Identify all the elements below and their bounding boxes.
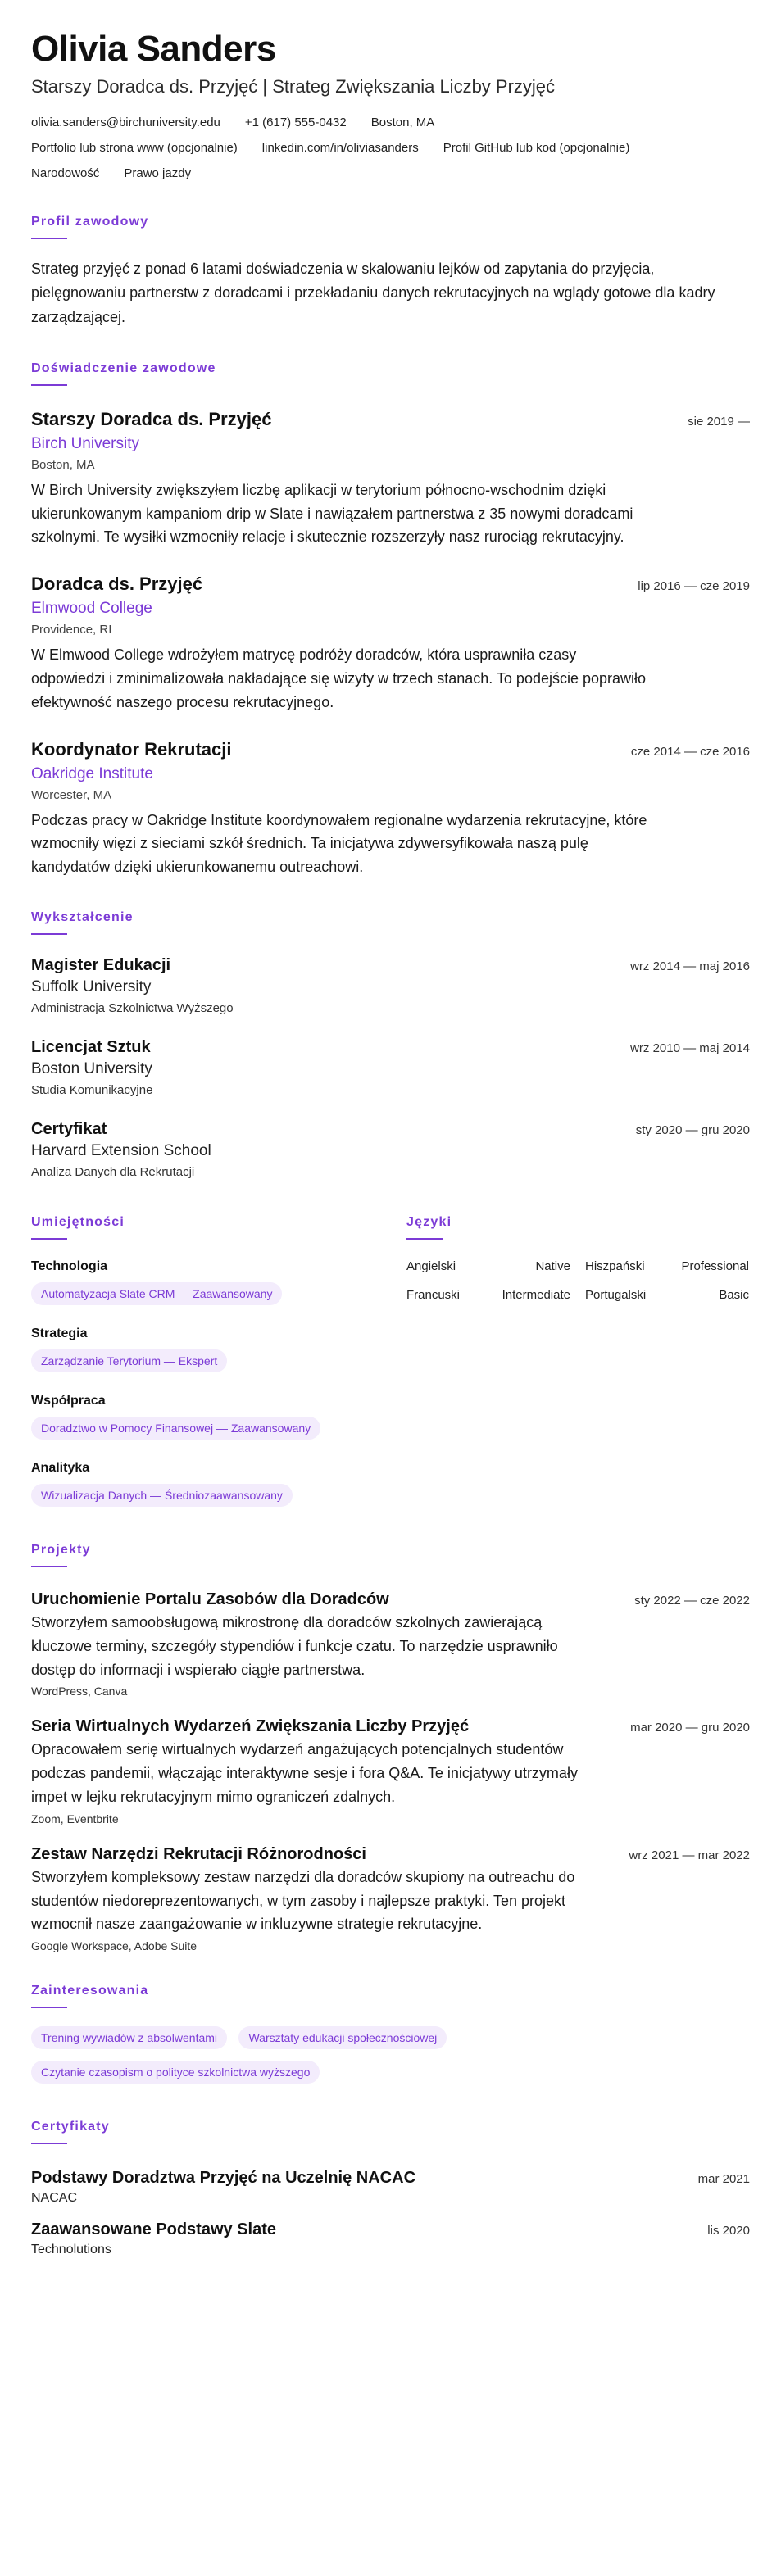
experience-section bbox=[31, 361, 750, 879]
certificate-date: lis 2020 bbox=[707, 2224, 750, 2238]
language-level: Basic bbox=[719, 1288, 749, 1303]
job-title: Starszy Doradca ds. Przyjęć bbox=[31, 408, 272, 429]
skill-category: Analityka bbox=[31, 1461, 90, 1476]
certificate-issuer: NACAC bbox=[31, 2191, 78, 2206]
candidate-headline: Starszy Doradca ds. Przyjęć | Strateg Zwiększania Liczby Przyjęć bbox=[31, 75, 556, 97]
language-item bbox=[585, 1259, 749, 1273]
section-divider bbox=[31, 1238, 67, 1240]
certificate-title: Podstawy Doradztwa Przyjęć na Uczelnię NACAC bbox=[31, 2169, 416, 2188]
school-name: Harvard Extension School bbox=[31, 1142, 211, 1160]
degree-title: Certyfikat bbox=[31, 1120, 107, 1139]
languages-grid bbox=[406, 1259, 749, 1302]
job-location: Providence, RI bbox=[31, 623, 112, 637]
contact-row-primary bbox=[31, 116, 750, 129]
section-divider bbox=[31, 238, 67, 239]
language-item bbox=[585, 1288, 749, 1302]
education-entry bbox=[31, 956, 750, 1015]
section-title-languages: Języki bbox=[406, 1215, 452, 1230]
job-date: cze 2014 — cze 2016 bbox=[630, 744, 750, 759]
project-entry bbox=[31, 1717, 750, 1825]
skill-chip: Doradztwo w Pomocy Finansowej — Zaawansowany bbox=[31, 1417, 320, 1440]
certificates-section bbox=[31, 2120, 750, 2257]
job-title: Doradca ds. Przyjęć bbox=[31, 574, 203, 595]
job-description: Podczas pracy w Oakridge Institute koordynowałem regionalne wydarzenia rekrutacyjne, które wzmocniły więzi z sieciami szkół średnich. Ta inicjatywa zdywersyfikowała naszą pulę kandydatów dzięki ukierunkowanemu outreachowi. bbox=[31, 811, 647, 876]
project-entry bbox=[31, 1845, 750, 1952]
company-name: Birch University bbox=[31, 434, 139, 452]
project-tech: Google Workspace, Adobe Suite bbox=[31, 1939, 198, 1953]
section-divider bbox=[31, 933, 67, 935]
education-date: wrz 2010 — maj 2014 bbox=[630, 1041, 750, 1056]
project-tech: WordPress, Canva bbox=[31, 1685, 128, 1698]
certificate-date: mar 2021 bbox=[697, 2172, 750, 2187]
job-date: lip 2016 — cze 2019 bbox=[638, 579, 750, 594]
interest-chip: Warsztaty edukacji społecznościowej bbox=[238, 2026, 447, 2049]
job-description: W Birch University zwiększyłem liczbę aplikacji w terytorium północno-wschodnim dzięki ukierunkowanym kampaniom drip w Slate i nawiązałem partnerstwa z 35 nowymi doradcami szkolnymi. Te wysiłki wzmocniły relacje i skutecznie rozszerzyły nasz rurociąg rekrutacyjny. bbox=[31, 481, 633, 546]
education-date: sty 2020 — gru 2020 bbox=[635, 1123, 750, 1138]
portfolio-link[interactable]: Portfolio lub strona www (opcjonalnie) bbox=[31, 140, 238, 155]
skills-languages-row bbox=[31, 1215, 750, 1528]
certificate-title: Zaawansowane Podstawy Slate bbox=[31, 2220, 276, 2239]
driving-license-field: Prawo jazdy bbox=[124, 166, 192, 180]
skills-section bbox=[31, 1215, 357, 1528]
location-text: Boston, MA bbox=[370, 115, 435, 129]
job-location: Boston, MA bbox=[31, 457, 95, 472]
interest-chip: Czytanie czasopism o polityce szkolnictwa wyższego bbox=[31, 2061, 320, 2084]
section-title-experience: Doświadczenie zawodowe bbox=[31, 361, 216, 375]
skill-chip: Automatyzacja Slate CRM — Zaawansowany bbox=[31, 1282, 282, 1305]
job-description: W Elmwood College wdrożyłem matrycę podróży doradców, która usprawniła czasy odpowiedzi i zminimalizowała nakładające się wizyty w trzech stanach. To podejście poprawiło efektywność naszego procesu rekrutacyjnego. bbox=[31, 646, 647, 710]
degree-title: Licencjat Sztuk bbox=[31, 1038, 151, 1057]
language-level: Professional bbox=[681, 1259, 749, 1274]
project-date: mar 2020 — gru 2020 bbox=[630, 1721, 750, 1735]
language-item bbox=[406, 1259, 570, 1273]
field-of-study: Administracja Szkolnictwa Wyższego bbox=[31, 1001, 234, 1016]
company-name: Elmwood College bbox=[31, 600, 152, 618]
school-name: Boston University bbox=[31, 1060, 152, 1078]
project-title: Zestaw Narzędzi Rekrutacji Różnorodności bbox=[31, 1844, 366, 1863]
experience-entry bbox=[31, 574, 750, 714]
experience-entry bbox=[31, 739, 750, 879]
certificate-entry bbox=[31, 2220, 750, 2257]
language-level: Intermediate bbox=[502, 1288, 570, 1303]
certificate-entry bbox=[31, 2169, 750, 2206]
profile-summary: Strateg przyjęć z ponad 6 latami doświadczenia w skalowaniu lejków od zapytania do przyjęcia, pielęgnowaniu partnerstw z doradcami i przekładaniu danych rekrutacyjnych na wglądy gotowe dla kadry zarządzającej. bbox=[31, 260, 715, 326]
interest-chip: Trening wywiadów z absolwentami bbox=[31, 2026, 227, 2049]
language-name: Hiszpański bbox=[585, 1259, 645, 1274]
project-title: Seria Wirtualnych Wydarzeń Zwiększania Liczby Przyjęć bbox=[31, 1717, 470, 1736]
contact-row-extra bbox=[31, 166, 750, 180]
section-divider bbox=[31, 2007, 67, 2008]
email-link[interactable]: olivia.sanders@birchuniversity.edu bbox=[31, 115, 220, 129]
school-name: Suffolk University bbox=[31, 978, 152, 996]
language-name: Portugalski bbox=[585, 1288, 647, 1303]
section-title-certificates: Certyfikaty bbox=[31, 2120, 110, 2134]
education-date: wrz 2014 — maj 2016 bbox=[630, 959, 750, 974]
job-title: Koordynator Rekrutacji bbox=[31, 738, 232, 760]
skill-chip: Zarządzanie Terytorium — Ekspert bbox=[31, 1349, 227, 1372]
language-name: Angielski bbox=[406, 1259, 456, 1274]
project-date: wrz 2021 — mar 2022 bbox=[629, 1848, 750, 1862]
profile-section bbox=[31, 215, 750, 330]
section-title-projects: Projekty bbox=[31, 1543, 91, 1558]
project-tech: Zoom, Eventbrite bbox=[31, 1812, 119, 1825]
project-entry bbox=[31, 1590, 750, 1698]
section-title-profile: Profil zawodowy bbox=[31, 214, 149, 229]
skill-chip: Wizualizacja Danych — Średniozaawansowany bbox=[31, 1484, 293, 1507]
certificate-issuer: Technolutions bbox=[31, 2243, 111, 2257]
candidate-name: Olivia Sanders bbox=[31, 29, 276, 69]
project-description: Stworzyłem kompleksowy zestaw narzędzi dla doradców skupiony na outreachu do studentów niedoreprezentowanych, w tym zasoby i najlepsze praktyki. Ten projekt wzmocnił nasze zaangażowanie w inkluzywne strategie rekrutacyjne. bbox=[31, 1868, 575, 1933]
skill-category: Technologia bbox=[31, 1259, 108, 1274]
nationality-field: Narodowość bbox=[31, 166, 100, 180]
interests-chips bbox=[31, 2026, 539, 2095]
degree-title: Magister Edukacji bbox=[31, 956, 171, 975]
project-description: Opracowałem serię wirtualnych wydarzeń angażujących potencjalnych studentów podczas pandemii, włączając interaktywne sesje i fora Q&A. Te inicjatywy utrzymały impet w lejku rekrutacyjnym mimo ograniczeń zdalnych. bbox=[31, 1741, 578, 1806]
skill-category: Strategia bbox=[31, 1327, 88, 1341]
interests-section bbox=[31, 1984, 750, 2095]
field-of-study: Studia Komunikacyjne bbox=[31, 1083, 153, 1098]
section-divider bbox=[31, 1566, 67, 1567]
language-name: Francuski bbox=[406, 1288, 461, 1303]
project-description: Stworzyłem samoobsługową mikrostronę dla doradców szkolnych zawierającą kluczowe terminy, szczegóły stypendiów i funkcje czatu. To narzędzie usprawniło dostęp do informacji i wspierało ciągłe partnerstwa. bbox=[31, 1614, 558, 1678]
section-title-interests: Zainteresowania bbox=[31, 1984, 149, 1998]
skill-category: Współpraca bbox=[31, 1394, 106, 1408]
field-of-study: Analiza Danych dla Rekrutacji bbox=[31, 1165, 195, 1180]
education-entry bbox=[31, 1038, 750, 1097]
experience-entry bbox=[31, 409, 750, 549]
phone-number[interactable]: +1 (617) 555-0432 bbox=[244, 115, 347, 129]
project-date: sty 2022 — cze 2022 bbox=[634, 1594, 750, 1608]
section-title-education: Wykształcenie bbox=[31, 910, 134, 925]
section-divider bbox=[31, 384, 67, 386]
linkedin-link[interactable]: linkedin.com/in/oliviasanders bbox=[261, 140, 419, 155]
projects-section bbox=[31, 1543, 750, 1952]
education-section bbox=[31, 910, 750, 1179]
job-location: Worcester, MA bbox=[31, 787, 112, 802]
project-title: Uruchomienie Portalu Zasobów dla Doradców bbox=[31, 1590, 389, 1609]
job-date: sie 2019 — bbox=[688, 414, 750, 429]
company-name: Oakridge Institute bbox=[31, 764, 153, 782]
github-link[interactable]: Profil GitHub lub kod (opcjonalnie) bbox=[443, 140, 630, 155]
section-divider bbox=[31, 2143, 67, 2144]
language-level: Native bbox=[535, 1259, 570, 1274]
language-item bbox=[406, 1288, 570, 1302]
languages-section bbox=[406, 1215, 749, 1528]
contact-row-links bbox=[31, 141, 750, 155]
section-title-skills: Umiejętności bbox=[31, 1215, 125, 1230]
education-entry bbox=[31, 1120, 750, 1179]
section-divider bbox=[406, 1238, 443, 1240]
